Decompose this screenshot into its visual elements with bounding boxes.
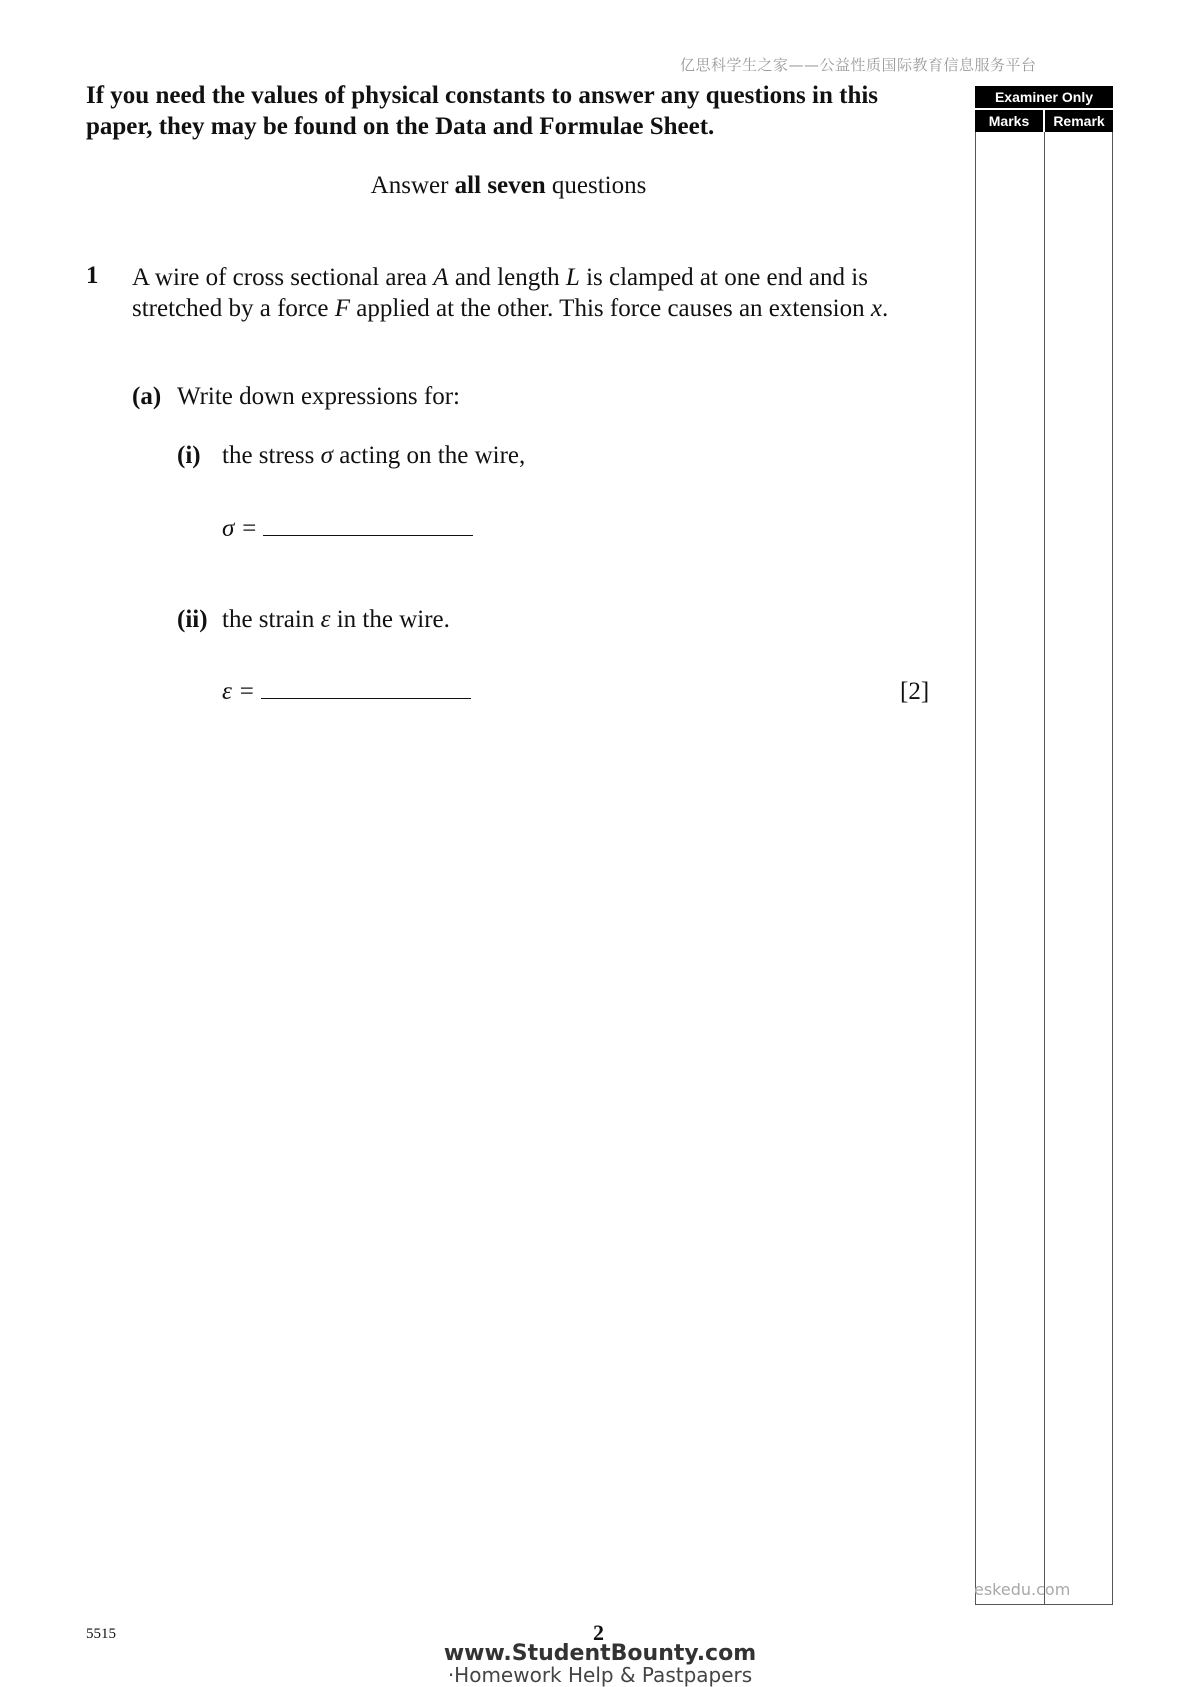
studentbounty-logo	[440, 1643, 760, 1685]
examiner-only-panel	[975, 86, 1113, 1606]
marks-column-header: Marks	[988, 113, 1030, 129]
sub-i-text-pre: the stress	[222, 442, 321, 469]
watermark-top: 亿思科学生之家——公益性质国际教育信息服务平台	[680, 56, 1037, 74]
stem-text-5: .	[881, 295, 889, 322]
sub-ii-text-post: in the wire.	[330, 606, 450, 633]
sub-ii-text	[222, 606, 450, 634]
examiner-columns-header	[975, 110, 1113, 132]
intro-instructions: If you need the values of physical constants to answer any questions in this paper, they may be found on the Data and Formulae Sheet.	[86, 82, 879, 140]
var-A: A	[433, 264, 449, 291]
var-F: F	[334, 295, 350, 322]
sub-i-text	[222, 442, 525, 470]
var-L: L	[565, 264, 580, 291]
answer-all-pre: Answer	[370, 172, 455, 199]
logo-line-2: ·Homework Help & Pastpapers	[447, 1663, 753, 1687]
var-x: x	[870, 295, 882, 322]
question-number: 1	[86, 262, 99, 289]
stem-text-4: applied at the other. This force causes an extension	[349, 295, 871, 322]
answer-line-stress	[222, 515, 473, 543]
sub-ii-text-pre: the strain	[222, 606, 321, 633]
sigma-symbol: σ	[320, 442, 333, 469]
part-a-text: Write down expressions for:	[177, 383, 460, 410]
answer-prefix-strain: ε =	[222, 678, 255, 705]
sub-ii-label: (ii)	[177, 606, 208, 633]
part-a-label: (a)	[132, 383, 162, 410]
logo-line-1: www.StudentBounty.com	[443, 1641, 757, 1666]
answer-all-post: questions	[545, 172, 647, 199]
stem-text-2: and length	[448, 264, 566, 291]
sub-i-text-post: acting on the wire,	[332, 442, 526, 469]
marks-indicator: [2]	[900, 678, 930, 705]
stem-text-3: is clamped at one end and is stretched by a force	[132, 264, 868, 322]
page-number: 2	[593, 1620, 604, 1645]
answer-all-instruction	[0, 172, 1017, 200]
sub-i-label: (i)	[177, 442, 201, 469]
question-stem	[132, 262, 932, 324]
stem-text-1: A wire of cross sectional area	[132, 264, 434, 291]
paper-code: 5515	[86, 1626, 116, 1642]
answer-blank-strain[interactable]	[261, 678, 471, 699]
examiner-columns-body	[975, 132, 1113, 1605]
answer-prefix-stress: σ =	[222, 515, 258, 542]
examiner-only-title: Examiner Only	[975, 86, 1113, 108]
watermark-side: eskedu.com	[974, 1580, 1071, 1599]
answer-blank-stress[interactable]	[263, 515, 473, 536]
epsilon-symbol: ε	[320, 606, 331, 633]
remark-column-header: Remark	[1053, 113, 1105, 129]
answer-line-strain	[222, 678, 471, 706]
column-divider	[1044, 132, 1045, 1604]
answer-all-bold: all seven	[454, 172, 546, 199]
